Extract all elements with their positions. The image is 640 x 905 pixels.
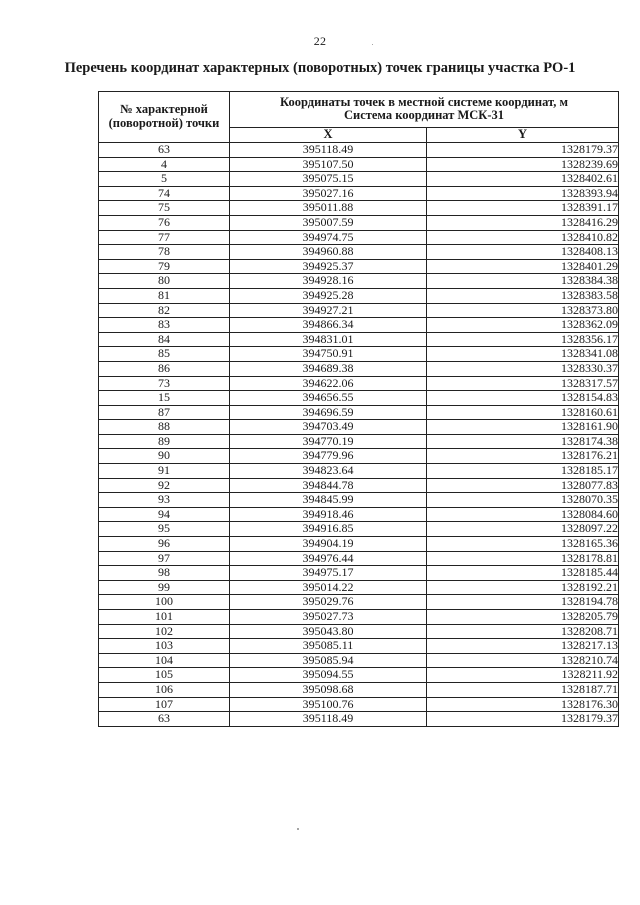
x-coordinate-cell: 394975.17 xyxy=(230,566,427,581)
point-number-cell: 73 xyxy=(99,376,230,391)
x-coordinate-cell: 395107.50 xyxy=(230,157,427,172)
table-row xyxy=(99,434,619,449)
point-number-cell: 95 xyxy=(99,522,230,537)
point-number-cell: 63 xyxy=(99,712,230,727)
point-number-cell: 93 xyxy=(99,493,230,508)
table-row xyxy=(99,464,619,479)
x-coordinate-cell: 394845.99 xyxy=(230,493,427,508)
y-coordinate-cell: 1328373.80 xyxy=(427,303,619,318)
y-coordinate-cell: 1328160.61 xyxy=(427,405,619,420)
table-row xyxy=(99,361,619,376)
point-number-cell: 85 xyxy=(99,347,230,362)
y-coordinate-cell: 1328362.09 xyxy=(427,318,619,333)
header-point-number: № характерной (поворотной) точки xyxy=(99,92,230,143)
table-row xyxy=(99,682,619,697)
header-y: Y xyxy=(427,127,619,142)
table-row xyxy=(99,288,619,303)
y-coordinate-cell: 1328401.29 xyxy=(427,259,619,274)
x-coordinate-cell: 394696.59 xyxy=(230,405,427,420)
y-coordinate-cell: 1328416.29 xyxy=(427,215,619,230)
table-row xyxy=(99,143,619,158)
y-coordinate-cell: 1328154.83 xyxy=(427,391,619,406)
y-coordinate-cell: 1328176.21 xyxy=(427,449,619,464)
y-coordinate-cell: 1328070.35 xyxy=(427,493,619,508)
x-coordinate-cell: 394689.38 xyxy=(230,361,427,376)
y-coordinate-cell: 1328185.44 xyxy=(427,566,619,581)
y-coordinate-cell: 1328330.37 xyxy=(427,361,619,376)
y-coordinate-cell: 1328239.69 xyxy=(427,157,619,172)
table-row xyxy=(99,420,619,435)
x-coordinate-cell: 394974.75 xyxy=(230,230,427,245)
table-row xyxy=(99,274,619,289)
table-row xyxy=(99,245,619,260)
table-row xyxy=(99,172,619,187)
point-number-cell: 102 xyxy=(99,624,230,639)
point-number-cell: 77 xyxy=(99,230,230,245)
x-coordinate-cell: 395098.68 xyxy=(230,682,427,697)
y-coordinate-cell: 1328410.82 xyxy=(427,230,619,245)
table-row xyxy=(99,668,619,683)
x-coordinate-cell: 394925.37 xyxy=(230,259,427,274)
page-number: 22 xyxy=(313,34,327,48)
y-coordinate-cell: 1328161.90 xyxy=(427,420,619,435)
y-coordinate-cell: 1328192.21 xyxy=(427,580,619,595)
y-coordinate-cell: 1328356.17 xyxy=(427,332,619,347)
header-x: X xyxy=(230,127,427,142)
y-coordinate-cell: 1328097.22 xyxy=(427,522,619,537)
table-row xyxy=(99,157,619,172)
x-coordinate-cell: 394844.78 xyxy=(230,478,427,493)
point-number-cell: 74 xyxy=(99,186,230,201)
point-number-cell: 76 xyxy=(99,215,230,230)
x-coordinate-cell: 395027.73 xyxy=(230,610,427,625)
header-coordinates-line1: Координаты точек в местной системе координат, м xyxy=(280,94,568,109)
y-coordinate-cell: 1328341.08 xyxy=(427,347,619,362)
point-number-cell: 100 xyxy=(99,595,230,610)
x-coordinate-cell: 394960.88 xyxy=(230,245,427,260)
point-number-cell: 80 xyxy=(99,274,230,289)
x-coordinate-cell: 395014.22 xyxy=(230,580,427,595)
table-row xyxy=(99,624,619,639)
point-number-cell: 87 xyxy=(99,405,230,420)
point-number-cell: 101 xyxy=(99,610,230,625)
point-number-cell: 105 xyxy=(99,668,230,683)
table-row xyxy=(99,580,619,595)
point-number-cell: 83 xyxy=(99,318,230,333)
x-coordinate-cell: 394927.21 xyxy=(230,303,427,318)
y-coordinate-cell: 1328383.58 xyxy=(427,288,619,303)
document-title: Перечень координат характерных (поворотных) точек границы участка РО-1 xyxy=(64,60,576,76)
y-coordinate-cell: 1328174.38 xyxy=(427,434,619,449)
table-row xyxy=(99,347,619,362)
point-number-cell: 63 xyxy=(99,143,230,158)
table-row xyxy=(99,230,619,245)
point-number-cell: 98 xyxy=(99,566,230,581)
y-coordinate-cell: 1328179.37 xyxy=(427,143,619,158)
point-number-cell: 5 xyxy=(99,172,230,187)
header-coordinates xyxy=(230,92,619,128)
point-number-cell: 78 xyxy=(99,245,230,260)
x-coordinate-cell: 394770.19 xyxy=(230,434,427,449)
x-coordinate-cell: 394750.91 xyxy=(230,347,427,362)
point-number-cell: 107 xyxy=(99,697,230,712)
y-coordinate-cell: 1328402.61 xyxy=(427,172,619,187)
table-row xyxy=(99,215,619,230)
y-coordinate-cell: 1328176.30 xyxy=(427,697,619,712)
point-number-cell: 91 xyxy=(99,464,230,479)
scan-speck xyxy=(297,828,299,830)
table-row xyxy=(99,405,619,420)
table-row xyxy=(99,493,619,508)
table-row xyxy=(99,595,619,610)
coordinates-table xyxy=(98,91,619,727)
table-row xyxy=(99,478,619,493)
x-coordinate-cell: 394916.85 xyxy=(230,522,427,537)
y-coordinate-cell: 1328165.36 xyxy=(427,537,619,552)
x-coordinate-cell: 394703.49 xyxy=(230,420,427,435)
y-coordinate-cell: 1328208.71 xyxy=(427,624,619,639)
x-coordinate-cell: 395043.80 xyxy=(230,624,427,639)
x-coordinate-cell: 394823.64 xyxy=(230,464,427,479)
table-row xyxy=(99,522,619,537)
y-coordinate-cell: 1328179.37 xyxy=(427,712,619,727)
table-row xyxy=(99,639,619,654)
table-row xyxy=(99,186,619,201)
table-row xyxy=(99,507,619,522)
point-number-cell: 99 xyxy=(99,580,230,595)
y-coordinate-cell: 1328384.38 xyxy=(427,274,619,289)
header-coordinates-line2: Система координат МСК-31 xyxy=(343,108,505,123)
table-row xyxy=(99,566,619,581)
point-number-cell: 84 xyxy=(99,332,230,347)
point-number-cell: 82 xyxy=(99,303,230,318)
point-number-cell: 4 xyxy=(99,157,230,172)
x-coordinate-cell: 395075.15 xyxy=(230,172,427,187)
point-number-cell: 75 xyxy=(99,201,230,216)
table-row xyxy=(99,376,619,391)
x-coordinate-cell: 394925.28 xyxy=(230,288,427,303)
x-coordinate-cell: 395118.49 xyxy=(230,712,427,727)
x-coordinate-cell: 394779.96 xyxy=(230,449,427,464)
point-number-cell: 92 xyxy=(99,478,230,493)
y-coordinate-cell: 1328178.81 xyxy=(427,551,619,566)
point-number-cell: 90 xyxy=(99,449,230,464)
x-coordinate-cell: 394656.55 xyxy=(230,391,427,406)
table-row xyxy=(99,259,619,274)
x-coordinate-cell: 395094.55 xyxy=(230,668,427,683)
table-row xyxy=(99,201,619,216)
table-row xyxy=(99,537,619,552)
y-coordinate-cell: 1328217.13 xyxy=(427,639,619,654)
point-number-cell: 79 xyxy=(99,259,230,274)
y-coordinate-cell: 1328210.74 xyxy=(427,653,619,668)
x-coordinate-cell: 395085.11 xyxy=(230,639,427,654)
y-coordinate-cell: 1328408.13 xyxy=(427,245,619,260)
table-body xyxy=(99,143,619,727)
x-coordinate-cell: 395011.88 xyxy=(230,201,427,216)
x-coordinate-cell: 394866.34 xyxy=(230,318,427,333)
x-coordinate-cell: 394928.16 xyxy=(230,274,427,289)
point-number-cell: 104 xyxy=(99,653,230,668)
table-row xyxy=(99,653,619,668)
y-coordinate-cell: 1328185.17 xyxy=(427,464,619,479)
x-coordinate-cell: 394831.01 xyxy=(230,332,427,347)
x-coordinate-cell: 395007.59 xyxy=(230,215,427,230)
scan-speck xyxy=(372,44,373,45)
y-coordinate-cell: 1328187.71 xyxy=(427,682,619,697)
point-number-cell: 88 xyxy=(99,420,230,435)
y-coordinate-cell: 1328077.83 xyxy=(427,478,619,493)
point-number-cell: 96 xyxy=(99,537,230,552)
point-number-cell: 97 xyxy=(99,551,230,566)
y-coordinate-cell: 1328393.94 xyxy=(427,186,619,201)
table-row xyxy=(99,391,619,406)
table-row xyxy=(99,610,619,625)
x-coordinate-cell: 394976.44 xyxy=(230,551,427,566)
x-coordinate-cell: 395118.49 xyxy=(230,143,427,158)
point-number-cell: 15 xyxy=(99,391,230,406)
point-number-cell: 86 xyxy=(99,361,230,376)
table-row xyxy=(99,551,619,566)
x-coordinate-cell: 395100.76 xyxy=(230,697,427,712)
x-coordinate-cell: 395029.76 xyxy=(230,595,427,610)
point-number-cell: 89 xyxy=(99,434,230,449)
x-coordinate-cell: 394904.19 xyxy=(230,537,427,552)
point-number-cell: 94 xyxy=(99,507,230,522)
table-row xyxy=(99,712,619,727)
table-row xyxy=(99,697,619,712)
y-coordinate-cell: 1328205.79 xyxy=(427,610,619,625)
table-row xyxy=(99,449,619,464)
x-coordinate-cell: 394918.46 xyxy=(230,507,427,522)
table-row xyxy=(99,318,619,333)
point-number-cell: 106 xyxy=(99,682,230,697)
point-number-cell: 103 xyxy=(99,639,230,654)
x-coordinate-cell: 395027.16 xyxy=(230,186,427,201)
y-coordinate-cell: 1328317.57 xyxy=(427,376,619,391)
x-coordinate-cell: 395085.94 xyxy=(230,653,427,668)
x-coordinate-cell: 394622.06 xyxy=(230,376,427,391)
y-coordinate-cell: 1328194.78 xyxy=(427,595,619,610)
point-number-cell: 81 xyxy=(99,288,230,303)
table-row xyxy=(99,332,619,347)
y-coordinate-cell: 1328211.92 xyxy=(427,668,619,683)
table-row xyxy=(99,303,619,318)
y-coordinate-cell: 1328391.17 xyxy=(427,201,619,216)
y-coordinate-cell: 1328084.60 xyxy=(427,507,619,522)
